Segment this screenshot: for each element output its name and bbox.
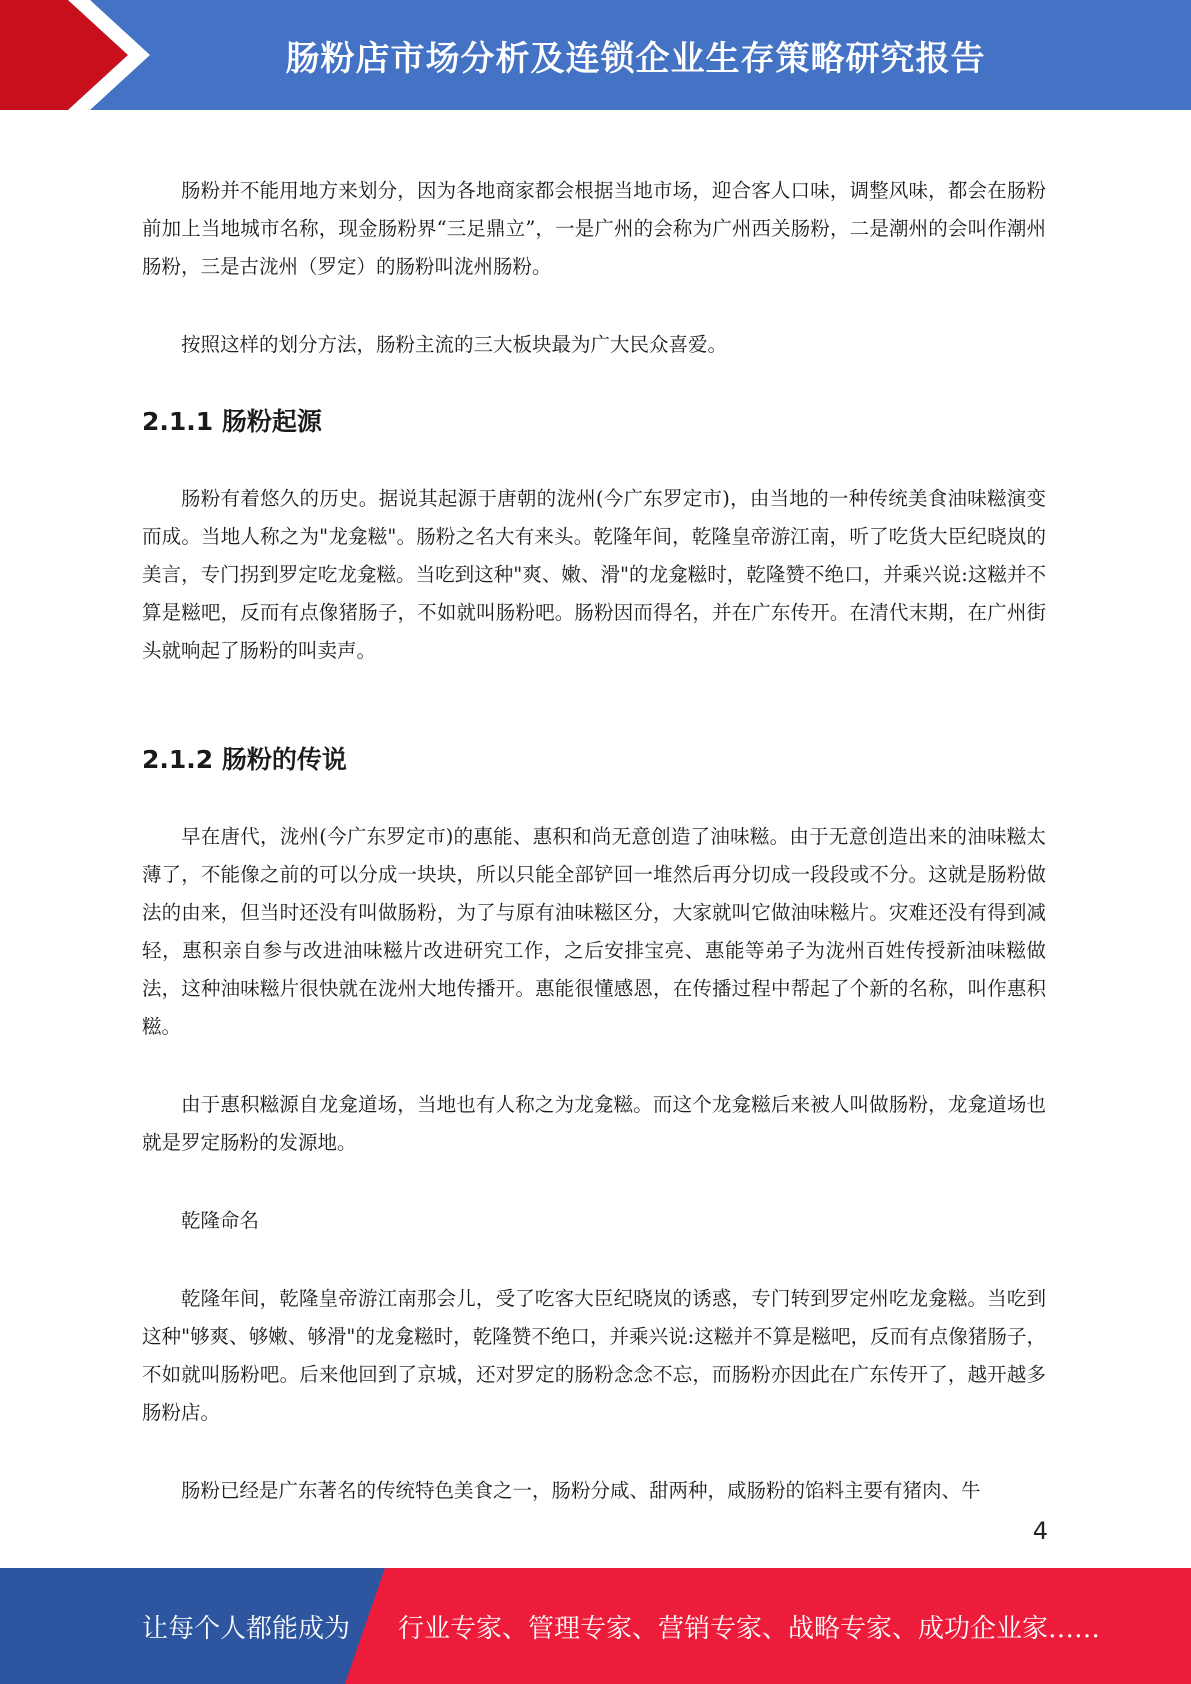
footer-slogan-right: 行业专家、管理专家、营销专家、战略专家、成功企业家…… — [398, 1613, 1101, 1644]
origin-paragraph: 肠粉有着悠久的历史。据说其起源于唐朝的泷州(今广东罗定市)，由当地的一种传统美食油味糍演变而成。当地人称之为"龙龛糍"。肠粉之名大有来头。乾隆年间，乾隆皇帝游江南，听了吃货大臣纪晓岚的美言，专门拐到罗定吃龙龛糍。当吃到这种"爽、嫩、滑"的龙龛糍时，乾隆赞不绝口，并乘兴说:这糍并不算是糍吧，反而有点像猪肠子，不如就叫肠粉吧。肠粉因而得名，并在广东传开。在清代末期，在广州街头就响起了肠粉的叫卖声。 — [142, 487, 1046, 662]
intro-paragraph-1: 肠粉并不能用地方来划分，因为各地商家都会根据当地市场，迎合客人口味，调整风味，都会在肠粉前加上当地城市名称，现金肠粉界“三足鼎立”，一是广州的会称为广州西关肠粉，二是潮州的会叫作潮州肠粉，三是古泷州（罗定）的肠粉叫泷州肠粉。 — [142, 179, 1046, 278]
document-body — [142, 172, 1046, 1510]
section-heading-origin: 2.1.1 肠粉起源 — [142, 407, 322, 436]
legend-subtitle: 乾隆命名 — [181, 1209, 260, 1232]
section-heading-legend: 2.1.2 肠粉的传说 — [142, 745, 347, 774]
legend-paragraph-2: 由于惠积糍源自龙龛道场，当地也有人称之为龙龛糍。而这个龙龛糍后来被人叫做肠粉，龙龛道场也就是罗定肠粉的发源地。 — [142, 1093, 1046, 1154]
page-footer — [0, 1568, 1191, 1684]
legend-paragraph-3: 乾隆年间，乾隆皇帝游江南那会儿，受了吃客大臣纪晓岚的诱惑，专门转到罗定州吃龙龛糍。当吃到这种"够爽、够嫩、够滑"的龙龛糍时，乾隆赞不绝口，并乘兴说:这糍并不算是糍吧，反而有点像猪肠子，不如就叫肠粉吧。后来他回到了京城，还对罗定的肠粉念念不忘，而肠粉亦因此在广东传开了，越开越多肠粉店。 — [142, 1287, 1046, 1424]
legend-paragraph-1: 早在唐代，泷州(今广东罗定市)的惠能、惠积和尚无意创造了油味糍。由于无意创造出来的油味糍太薄了，不能像之前的可以分成一块块，所以只能全部铲回一堆然后再分切成一段段或不分。这就是肠粉做法的由来，但当时还没有叫做肠粉，为了与原有油味糍区分，大家就叫它做油味糍片。灾难还没有得到减轻，惠积亲自参与改进油味糍片改进研究工作，之后安排宝亮、惠能等弟子为泷州百姓传授新油味糍做法，这种油味糍片很快就在泷州大地传播开。惠能很懂感恩，在传播过程中帮起了个新的名称，叫作惠积糍。 — [142, 825, 1046, 1038]
page-header — [0, 0, 1191, 110]
intro-paragraph-2: 按照这样的划分方法，肠粉主流的三大板块最为广大民众喜爱。 — [181, 333, 728, 356]
footer-slogan-left: 让每个人都能成为 — [142, 1613, 351, 1644]
page-number: 4 — [1032, 1517, 1048, 1545]
legend-paragraph-4: 肠粉已经是广东著名的传统特色美食之一，肠粉分咸、甜两种，咸肠粉的馅料主要有猪肉、牛 — [181, 1479, 981, 1502]
document-title: 肠粉店市场分析及连锁企业生存策略研究报告 — [285, 38, 986, 79]
